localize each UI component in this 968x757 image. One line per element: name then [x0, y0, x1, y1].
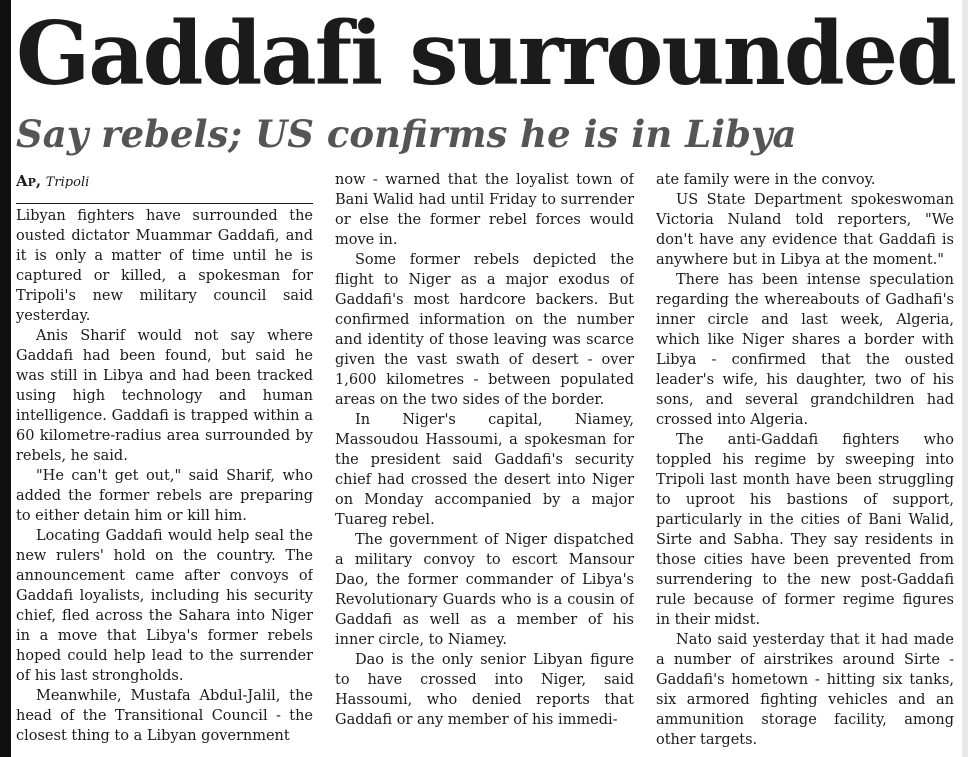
paragraph: now - warned that the loyalist town of Bani Walid had until Friday to surrender or else the former rebel forces would move in.: [335, 172, 634, 249]
byline: [16, 170, 313, 204]
paragraph: There has been intense speculation regarding the whereabouts of Gadhafi's inner circle and last week, Algeria, which like Niger shares a border with Libya - confirmed that the ousted leader's wife, his daughter, two of his sons, and several grandchildren had crossed into Algeria.: [656, 272, 954, 429]
paragraph: The anti-Gaddafi fighters who toppled his regime by sweeping into Tripoli last month have been struggling to uproot his bastions of support, particularly in the cities of Bani Walid, Sirte and Sabha. They say residents in those cities have been prevented from surrendering to the new post-Gaddafi rule because of former regime figures in their midst.: [656, 432, 954, 629]
paragraph: Meanwhile, Mustafa Abdul-Jalil, the head of the Transitional Council - the closest thing to a Libyan government: [16, 688, 313, 745]
paragraph: US State Department spokeswoman Victoria Nuland told reporters, "We don't have any evidence that Gaddafi is anywhere but in Libya at the moment.": [656, 192, 954, 269]
subheadline: Say rebels; US confirms he is in Libya: [16, 112, 797, 156]
byline-dateline: Tripoli: [45, 175, 90, 190]
paragraph: Nato said yesterday that it had made a number of airstrikes around Sirte - Gaddafi's hometown - hitting six tanks, six armored fighting vehicles and an ammunition storage facility, among other targets.: [656, 632, 954, 749]
paragraph: In Niger's capital, Niamey, Massoudou Hassoumi, a spokesman for the president said Gaddafi's security chief had crossed the desert into Niger on Monday accompanied by a major Tuareg rebel.: [335, 412, 634, 529]
article-column-2: [335, 170, 634, 750]
paragraph: ate family were in the convoy.: [656, 172, 876, 188]
paragraph: Anis Sharif would not say where Gaddafi had been found, but said he was still in Libya and had been tracked using high technology and human intelligence. Gaddafi is trapped within a 60 kilometre-radius area surrounded by rebels, he said.: [16, 328, 313, 465]
paragraph: Some former rebels depicted the flight to Niger as a major exodus of Gaddafi's most hardcore backers. But confirmed information on the number and identity of those leaving was scarce given the vast swath of desert - over 1,600 kilometres - between populated areas on the two sides of the border.: [335, 252, 634, 409]
paragraph: The government of Niger dispatched a military convoy to escort Mansour Dao, the former commander of Libya's Revolutionary Guards who is a cousin of Gaddafi as well as a member of his inner circle, to Niamey.: [335, 532, 634, 649]
byline-agency: Ap,: [16, 172, 42, 190]
paragraph: "He can't get out," said Sharif, who added the former rebels are preparing to either detain him or kill him.: [16, 468, 313, 525]
paragraph: Locating Gaddafi would help seal the new rulers' hold on the country. The announcement came after convoys of Gaddafi loyalists, including his security chief, fled across the Sahara into Niger in a move that Libya's former rebels hoped could help lead to the surrender of his last strongholds.: [16, 528, 313, 685]
paragraph: Dao is the only senior Libyan figure to have crossed into Niger, said Hassoumi, who denied reports that Gaddafi or any member of his immedi-: [335, 652, 634, 729]
article-column-1: [16, 170, 313, 750]
paragraph: Libyan fighters have surrounded the ousted dictator Muammar Gaddafi, and it is only a matter of time until he is captured or killed, a spokesman for Tripoli's new military council said yesterday.: [16, 208, 313, 325]
headline: Gaddafi surrounded: [16, 2, 955, 105]
right-page-edge: [962, 0, 968, 757]
left-margin-bar: [0, 0, 11, 757]
article-column-3: [656, 170, 954, 750]
